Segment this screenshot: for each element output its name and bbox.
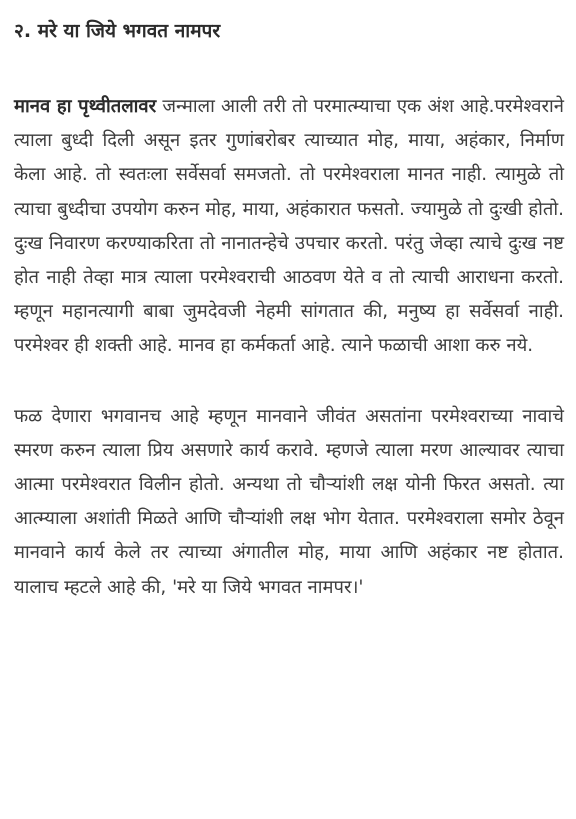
paragraph-1-lead: मानव हा पृथ्वीतलावर — [14, 96, 157, 117]
section-heading: २. मरे या जिये भगवत नामपर — [14, 20, 221, 42]
paragraph-1-text: जन्माला आली तरी तो परमात्म्याचा एक अंश आहे.परमेश्वराने त्याला बुध्दी दिली असून इतर गुणांबरोबर त्याच्यात मोह, माया, अहंकार, निर्माण केला आहे. तो स्वतःला सर्वेसर्वा समजतो. तो परमेश्वराला मानत नाही. त्यामुळे तो त्याचा बुध्दीचा उपयोग करुन मोह, माया, अहंकारात फसतो. ज्यामुळे तो दुःखी होतो. दुःख निवारण करण्याकरिता तो नानातन्हेचे उपचार करतो. परंतु जेव्हा त्याचे दुःख नष्ट होत नाही तेव्हा मात्र त्याला परमेश्वराची आठवण येते व तो त्याची आराधना करतो. म्हणून महानत्यागी बाबा जुमदेवजी नेहमी सांगतात की, मनुष्य हा सर्वेसर्वा नाही. परमेश्वर ही शक्ती आहे. मानव हा कर्मकर्ता आहे. त्याने फळाची आशा करु नये. — [14, 96, 564, 357]
paragraph-2: फळ देणारा भगवानच आहे म्हणून मानवाने जीवंत असतांना परमेश्वराच्या नावाचे स्मरण करुन त्याला प्रिय असणारे कार्य करावे. म्हणजे त्याला मरण आल्यावर त्याचा आत्मा परमेश्वरात विलीन होतो. अन्यथा तो चौऱ्यांशी लक्ष योनी फिरत असतो. त्या आत्म्याला अशांती मिळते आणि चौऱ्यांशी लक्ष भोग येतात. परमेश्वराला समोर ठेवून मानवाने कार्य केले तर त्याच्या अंगातील मोह, माया आणि अहंकार नष्ट होतात. यालाच म्हटले आहे की, 'मरे या जिये भगवत नामपर।' — [14, 405, 564, 598]
paragraph-1 — [14, 90, 564, 364]
